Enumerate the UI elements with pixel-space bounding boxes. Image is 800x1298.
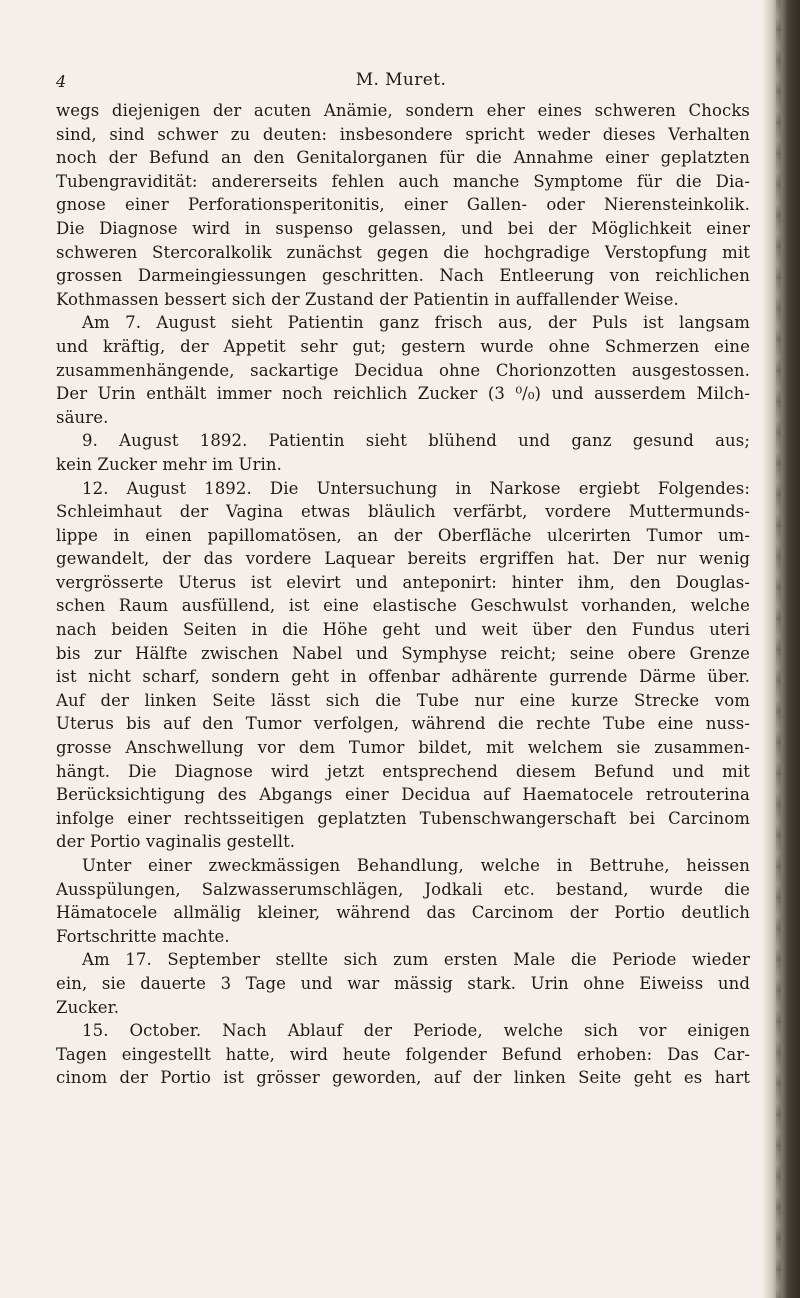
text-line: Der Urin enthält immer noch reichlich Zucker (3 ⁰/₀) und ausserdem Milch- [56,384,750,404]
text-line: ist nicht scharf, sondern geht in offenbar adhärente gurrende Därme über. [56,667,750,687]
text-line: gewandelt, der das vordere Laquear bereits ergriffen hat. Der nur wenig [56,549,750,569]
text-line: Die Diagnose wird in suspenso gelassen, und bei der Möglichkeit einer [56,218,750,238]
text-line: bis zur Hälfte zwischen Nabel und Symphyse reicht; seine obere Grenze [56,643,750,663]
text-line: Uterus bis auf den Tumor verfolgen, während die rechte Tube eine nuss- [56,714,750,734]
text-line: Ausspülungen, Salzwasserumschlägen, Jodkali etc. bestand, wurde die [56,879,750,899]
paragraph [56,311,750,429]
paragraph [56,429,750,476]
text-line: Schleimhaut der Vagina etwas bläulich verfärbt, vordere Muttermunds- [56,502,750,522]
text-line: und kräftig, der Appetit sehr gut; gestern wurde ohne Schmerzen eine [56,336,750,356]
text-line: wegs diejenigen der acuten Anämie, sondern eher eines schweren Chocks [56,101,750,120]
text-line: der Portio vaginalis gestellt. [56,832,296,852]
text-line: kein Zucker mehr im Urin. [56,454,282,474]
text-line: nach beiden Seiten in die Höhe geht und weit über den Fundus uteri [56,620,750,640]
text-line: Tagen eingestellt hatte, wird heute folgender Befund erhoben: Das Car- [56,1044,750,1064]
text-line: Fortschritte machte. [56,926,230,946]
text-line: ein, sie dauerte 3 Tage und war mässig stark. Urin ohne Eiweiss und [56,973,750,993]
text-line: Auf der linken Seite lässt sich die Tube nur eine kurze Strecke vom [56,690,750,710]
text-line: grosse Anschwellung vor dem Tumor bildet, mit welchem sie zusammen- [56,738,750,758]
text-line: Am 7. August sieht Patientin ganz frisch aus, der Puls ist langsam [82,313,750,333]
book-spine-shadow [762,0,800,1298]
text-line: sind, sind schwer zu deuten: insbesondere spricht weder dieses Verhalten [56,124,750,144]
body-text [56,99,750,1090]
text-line: 12. August 1892. Die Untersuchung in Narkose ergiebt Folgendes: [82,478,750,498]
text-line: 15. October. Nach Ablauf der Periode, welche sich vor einigen [82,1021,750,1041]
text-line: vergrösserte Uterus ist elevirt und anteponirt: hinter ihm, den Douglas- [56,572,750,592]
text-line: Tubengravidität: andererseits fehlen auch manche Symptome für die Dia- [56,171,750,191]
text-line: zusammenhängende, sackartige Decidua ohne Chorionzotten ausgestossen. [56,360,750,380]
text-line: cinom der Portio ist grösser geworden, auf der linken Seite geht es hart [56,1068,750,1088]
paragraph [56,99,750,311]
text-line: Hämatocele allmälig kleiner, während das Carcinom der Portio deutlich [56,903,750,923]
text-line: gnose einer Perforationsperitonitis, einer Gallen- oder Nierensteinkolik. [56,195,750,215]
text-line: lippe in einen papillomatösen, an der Oberfläche ulcerirten Tumor um- [56,525,750,545]
text-line: schen Raum ausfüllend, ist eine elastische Geschwulst vorhanden, welche [56,596,750,616]
text-line: Am 17. September stellte sich zum ersten Male die Periode wieder [82,950,750,970]
text-line: säure. [56,407,109,427]
text-line: 9. August 1892. Patientin sieht blühend und ganz gesund aus; [82,431,750,451]
text-line: schweren Stercoralkolik zunächst gegen die hochgradige Verstopfung mit [56,242,750,262]
text-line: Berücksichtigung des Abgangs einer Decidua auf Haematocele retrouterina [56,785,750,805]
running-head: M. Muret. [355,70,447,90]
text-line: infolge einer rechtsseitigen geplatzten Tubenschwangerschaft bei Carcinom [56,808,750,828]
page-number: 4 [56,72,67,91]
paragraph [56,854,750,948]
text-line: hängt. Die Diagnose wird jetzt entsprechend diesem Befund und mit [56,761,750,781]
page-header [56,70,746,100]
paragraph [56,477,750,855]
text-line: Unter einer zweckmässigen Behandlung, welche in Bettruhe, heissen [82,856,750,875]
text-line: Zucker. [56,997,120,1017]
text-line: grossen Darmeingiessungen geschritten. Nach Entleerung von reichlichen [56,266,750,286]
text-line: Kothmassen bessert sich der Zustand der Patientin in auffallender Weise. [56,289,679,309]
text-line: noch der Befund an den Genitalorganen für die Annahme einer geplatzten [56,148,750,168]
paragraph [56,948,750,1019]
paragraph [56,1019,750,1090]
